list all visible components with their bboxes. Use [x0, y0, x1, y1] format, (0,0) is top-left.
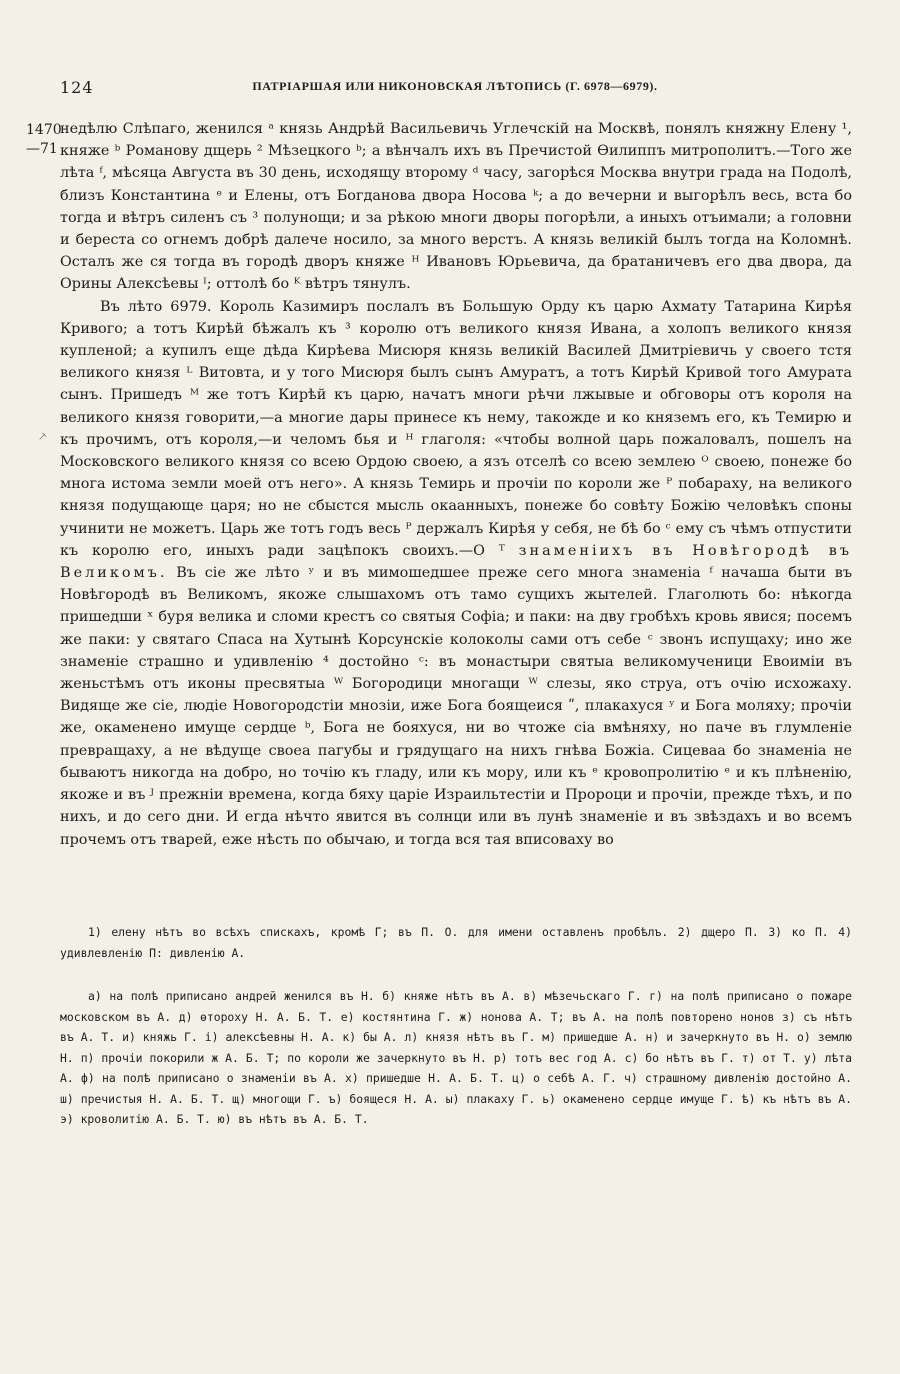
running-title: ПАТРІАРШАЯ ИЛИ НИКОНОВСКАЯ ЛѢТОПИСЬ (Г. 6978—6979).: [252, 79, 658, 93]
margin-year-bottom: —71: [26, 141, 58, 157]
paragraph-2-part-b: Въ сіе же лѣто ʸ и въ мимошедшее преже сего многа знаменіа ᶠ начаша быти въ Новѣгородѣ въ Великомъ, якоже слышахомъ отъ тамо сущихъ жытелей. Глаголють бо: нѣкогда пришедши ˣ буря велика и сломи крестъ со святыя Софіа; и паки: на дву гробѣхъ кровь явися; посемъ же паки: у святаго Спаса на Хутынѣ Корсунскіе колоколы сами отъ себе ᶜ звонъ испущаху; ино же знаменіе страшно и удивленію ⁴ достойно ᶜ: въ монастыри святыа великомученици Евоиміи въ женьстѣмъ отъ иконы пресвятыа ᵂ Богородици многащи ᵂ слезы, яко струа, отъ очію исхожаху. Видяще же сіе, людіе Новогородстіи мнозіи, иже Бога боящеися ʺ, плакахуся ʸ и Бога моляху; прочіи же, окаменено имуще сердце ᵇ, Бога не бояхуся, ни во чтоже сіа вмѣняху, но паче въ глумленіе превращаху, а не вѣдуще своеа пагубы и грядущаго на нихъ гнѣва Божіа. Сицеваа бо знаменіа не бываютъ никогда на добро, но точію къ гладу, или къ мору, или къ ᵉ кровопролитію ᵉ и къ плѣненію, якоже и въ ᴶ прежніи времена, когда бяху царіе Израильтестіи и Пророци и прочіи, прежде тѣхъ, и по нихъ, и до сего дни. И егда нѣчто явится въ солнци или въ лунѣ знаменіе и въ звѣздахъ и во всемъ прочемъ отъ тварей, еже нѣсть по обычаю, и тогда вся тая вписоваху во: [60, 565, 852, 848]
page-header: [60, 78, 850, 100]
paragraph-2-part-a: Въ лѣто 6979. Король Казимиръ послалъ въ Большую Орду къ царю Ахмату Татарина Кирѣя Кривого; а тотъ Кирѣй бѣжалъ къ ³ королю отъ великого князя Ивана, а холопъ великого князя купленой; а купилъ еще дѣда Кирѣева Мисюря князь великій Василей Дмитріевичь у своего тстя великого князя ᴸ Витовта, и у того Мисюря былъ сынъ Амуратъ, а тотъ Кирѣй Кривой того Амурата сынъ. Пришедъ ᴹ же тотъ Кирѣй къ царю, начатъ многи рѣчи лжывые и обговоры отъ короля на великого князя говорити,—а многие дары принесе къ нему, такожде и ко княземъ его, къ Темирю и къ прочимъ, отъ короля,—и челомъ бья и ᴴ глаголя: «чтобы волной царь пожаловалъ, пошелъ на Московского великого князя со всею Ордою своею, а язъ отселѣ со всею землею ᴼ своею, понеже бо многа истома земли моей отъ него». А князь Темирь и прочіи по короли же ᴾ побараху, на великого князя подущающе царя; но не сбыстся мысль окаанныхъ, понеже бо совѣту Божію человѣкъ споны учинити не можетъ. Царь же тотъ годъ весь ᴾ держалъ Кирѣя у себя, не бѣ бо ᶜ ему съ чѣмъ отпустити къ королю его, иныхъ ради зацѣпокъ своихъ.—О ᵀ: [60, 298, 852, 559]
page-number: 124: [60, 78, 94, 97]
footnotes: [60, 922, 852, 963]
margin-mark: ⸕: [38, 429, 48, 443]
main-text: [60, 118, 852, 851]
footnotes-text: 1) елену нѣтъ во всѣхъ спискахъ, кромѣ Г; въ П. О. для имени оставленъ пробѣлъ. 2) дщеро П. 3) ко П. 4) удивлевленію П: дивленію А.: [60, 925, 852, 960]
margin-year-top: 1470: [26, 122, 62, 138]
paragraph-1: недѣлю Слѣпаго, женился ᵃ князь Андрѣй Васильевичь Углечскій на Москвѣ, понялъ княжну Елену ¹, княже ᵇ Романову дщерь ² Мѣзецкого ᵇ; а вѣнчалъ ихъ въ Пречистой Ѳилиппъ митрополитъ.—Того же лѣта ᶠ, мѣсяца Августа въ 30 день, исходящу второму ᵈ часу, загорѣся Москва внутри града на Подолѣ, близъ Константина ᵉ и Елены, отъ Богданова двора Носова ᵏ; а до вечерни и выгорѣлъ весь, вста бо тогда и вѣтръ силенъ съ ³ полунощи; и за рѣкою многи дворы погорѣли, а иныхъ отъимали; а головни и береста со огнемъ добрѣ далече носило, за много верстъ. А князь великій былъ тогда на Коломнѣ. Осталъ же ся тогда въ городѣ дворъ княже ᴴ Ивановъ Юрьевича, да братаничевъ его два двора, да Орины Алексѣевы ᴵ; оттолѣ бо ᴷ вѣтръ тянулъ.: [60, 121, 852, 293]
variants-text: а) на полѣ приписано андрей женился въ Н. б) княже нѣтъ въ А. в) мѣзечьскаго Г. г) на полѣ приписано о пожаре московском въ А. д) ѳтороху Н. А. Б. Т. е) костянтина Г. ж) нонова А. Т; въ А. на полѣ повторено нонов з) съ нѣтъ въ А. Т. и) княжь Г. і) алексѣевны Н. А. к) бы А. л) князя нѣтъ въ Г. м) пришедше А. н) и зачеркнуто въ Н. о) землю Н. п) прочіи покорили ж А. Б. Т; по короли же зачеркнуто въ Н. р) тотъ вес год А. с) бо нѣтъ въ Г. т) от Т. у) лѣта А. ф) на полѣ приписано о знаменіи въ А. х) пришедше Н. А. Б. Т. ц) о себѣ А. Г. ч) страшному дивленію достойно А. ш) пречистыя Н. А. Б. Т. щ) многощи Г. ъ) боящеся Н. А. ы) плакаху Г. ь) окаменено сердце имуще Г. ѣ) къ нѣтъ въ А. э) кроволитію А. Б. Т. ю) въ нѣтъ въ А. Б. Т.: [60, 989, 852, 1126]
section-heading-spaced: знаменіихъ въ Новѣгородѣ въ Великомъ.: [60, 542, 852, 582]
paragraph-2: [60, 296, 852, 851]
variant-readings: [60, 986, 852, 1130]
